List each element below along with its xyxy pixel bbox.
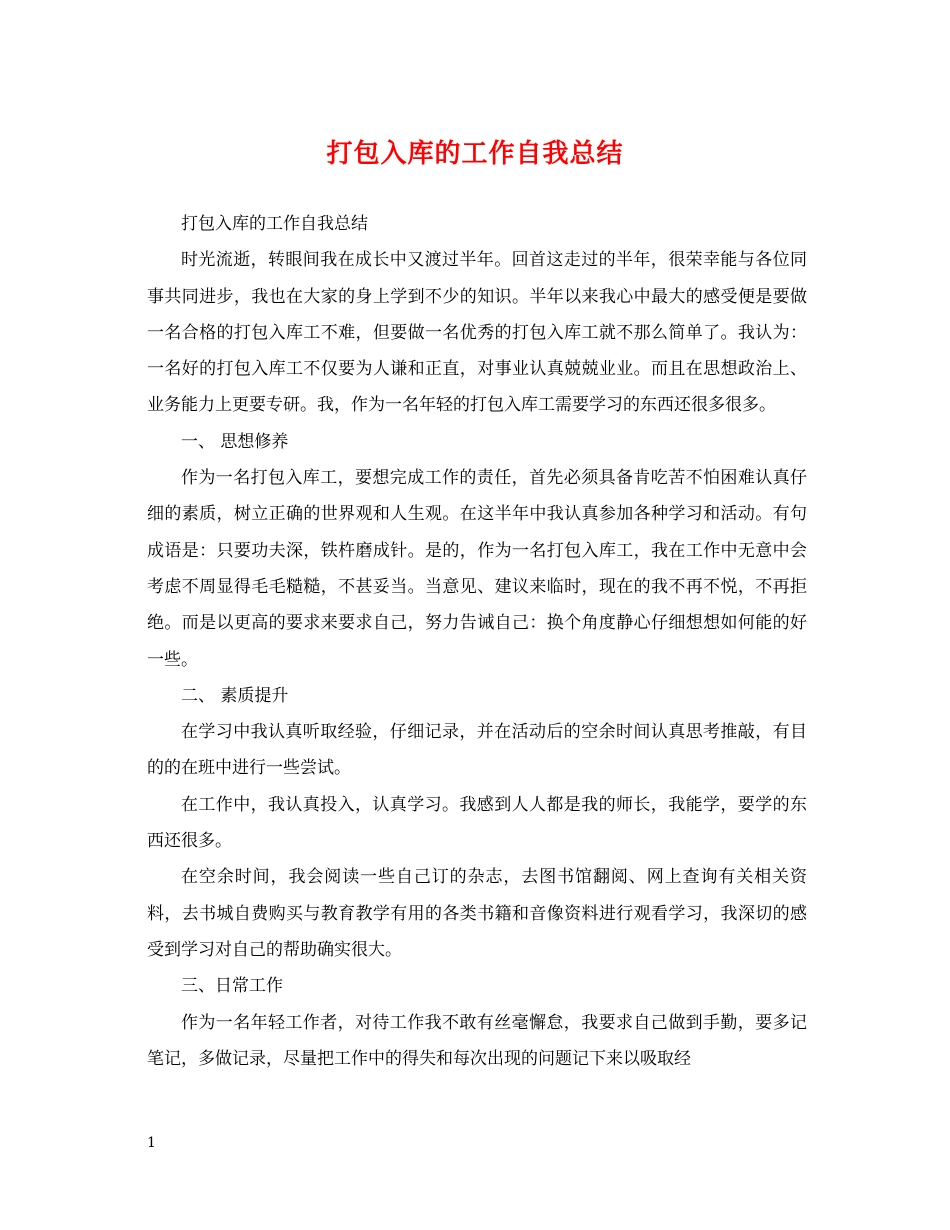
section-heading-3: 三、日常工作 [181,976,283,997]
section-heading-1: 一、 思想修养 [181,431,289,452]
paragraph-section-3: 作为一名年轻工作者，对待工作我不敢有丝毫懈怠，我要求自己做到手勤，要多记笔记，多做记录，尽量把工作中的得失和每次出现的问题记下来以吸取经 [147,1012,807,1069]
paragraph-section-2b: 在工作中，我认真投入，认真学习。我感到人人都是我的师长，我能学，要学的东西还很多。 [147,794,807,852]
document-body [147,206,807,1077]
document-title: 打包入库的工作自我总结 [326,139,624,169]
paragraph-subtitle: 打包入库的工作自我总结 [181,214,368,234]
paragraph-section-2c: 在空余时间，我会阅读一些自己订的杂志，去图书馆翻阅、网上查询有关相关资料，去书城自费购买与教育教学有用的各类书籍和音像资料进行观看学习，我深切的感受到学习对自己的帮助确实很大。 [147,867,807,960]
paragraph-section-2a: 在学习中我认真听取经验，仔细记录，并在活动后的空余时间认真思考推敲，有目的的在班中进行一些尝试。 [147,722,807,779]
paragraph-intro: 时光流逝，转眼间我在成长中又渡过半年。回首这走过的半年，很荣幸能与各位同事共同进步，我也在大家的身上学到不少的知识。半年以来我心中最大的感受便是要做一名合格的打包入库工不难，但要做一名优秀的打包入库工就不那么简单了。我认为：一名好的打包入库工不仅要为人谦和正直，对事业认真兢兢业业。而且在思想政治上、业务能力上更要专研。我，作为一名年轻的打包入库工需要学习的东西还很多很多。 [147,250,807,416]
page-number: 1 [147,1135,156,1151]
paragraph-section-1: 作为一名打包入库工，要想完成工作的责任，首先必须具备肯吃苦不怕困难认真仔细的素质，树立正确的世界观和人生观。在这半年中我认真参加各种学习和活动。有句成语是：只要功夫深，铁杵磨成针。是的，作为一名打包入库工，我在工作中无意中会考虑不周显得毛毛糙糙，不甚妥当。当意见、建议来临时，现在的我不再不悦，不再拒绝。而是以更高的要求来要求自己，努力告诫自己：换个角度静心仔细想想如何能的好一些。 [147,468,807,670]
section-heading-2: 二、 素质提升 [181,685,289,706]
